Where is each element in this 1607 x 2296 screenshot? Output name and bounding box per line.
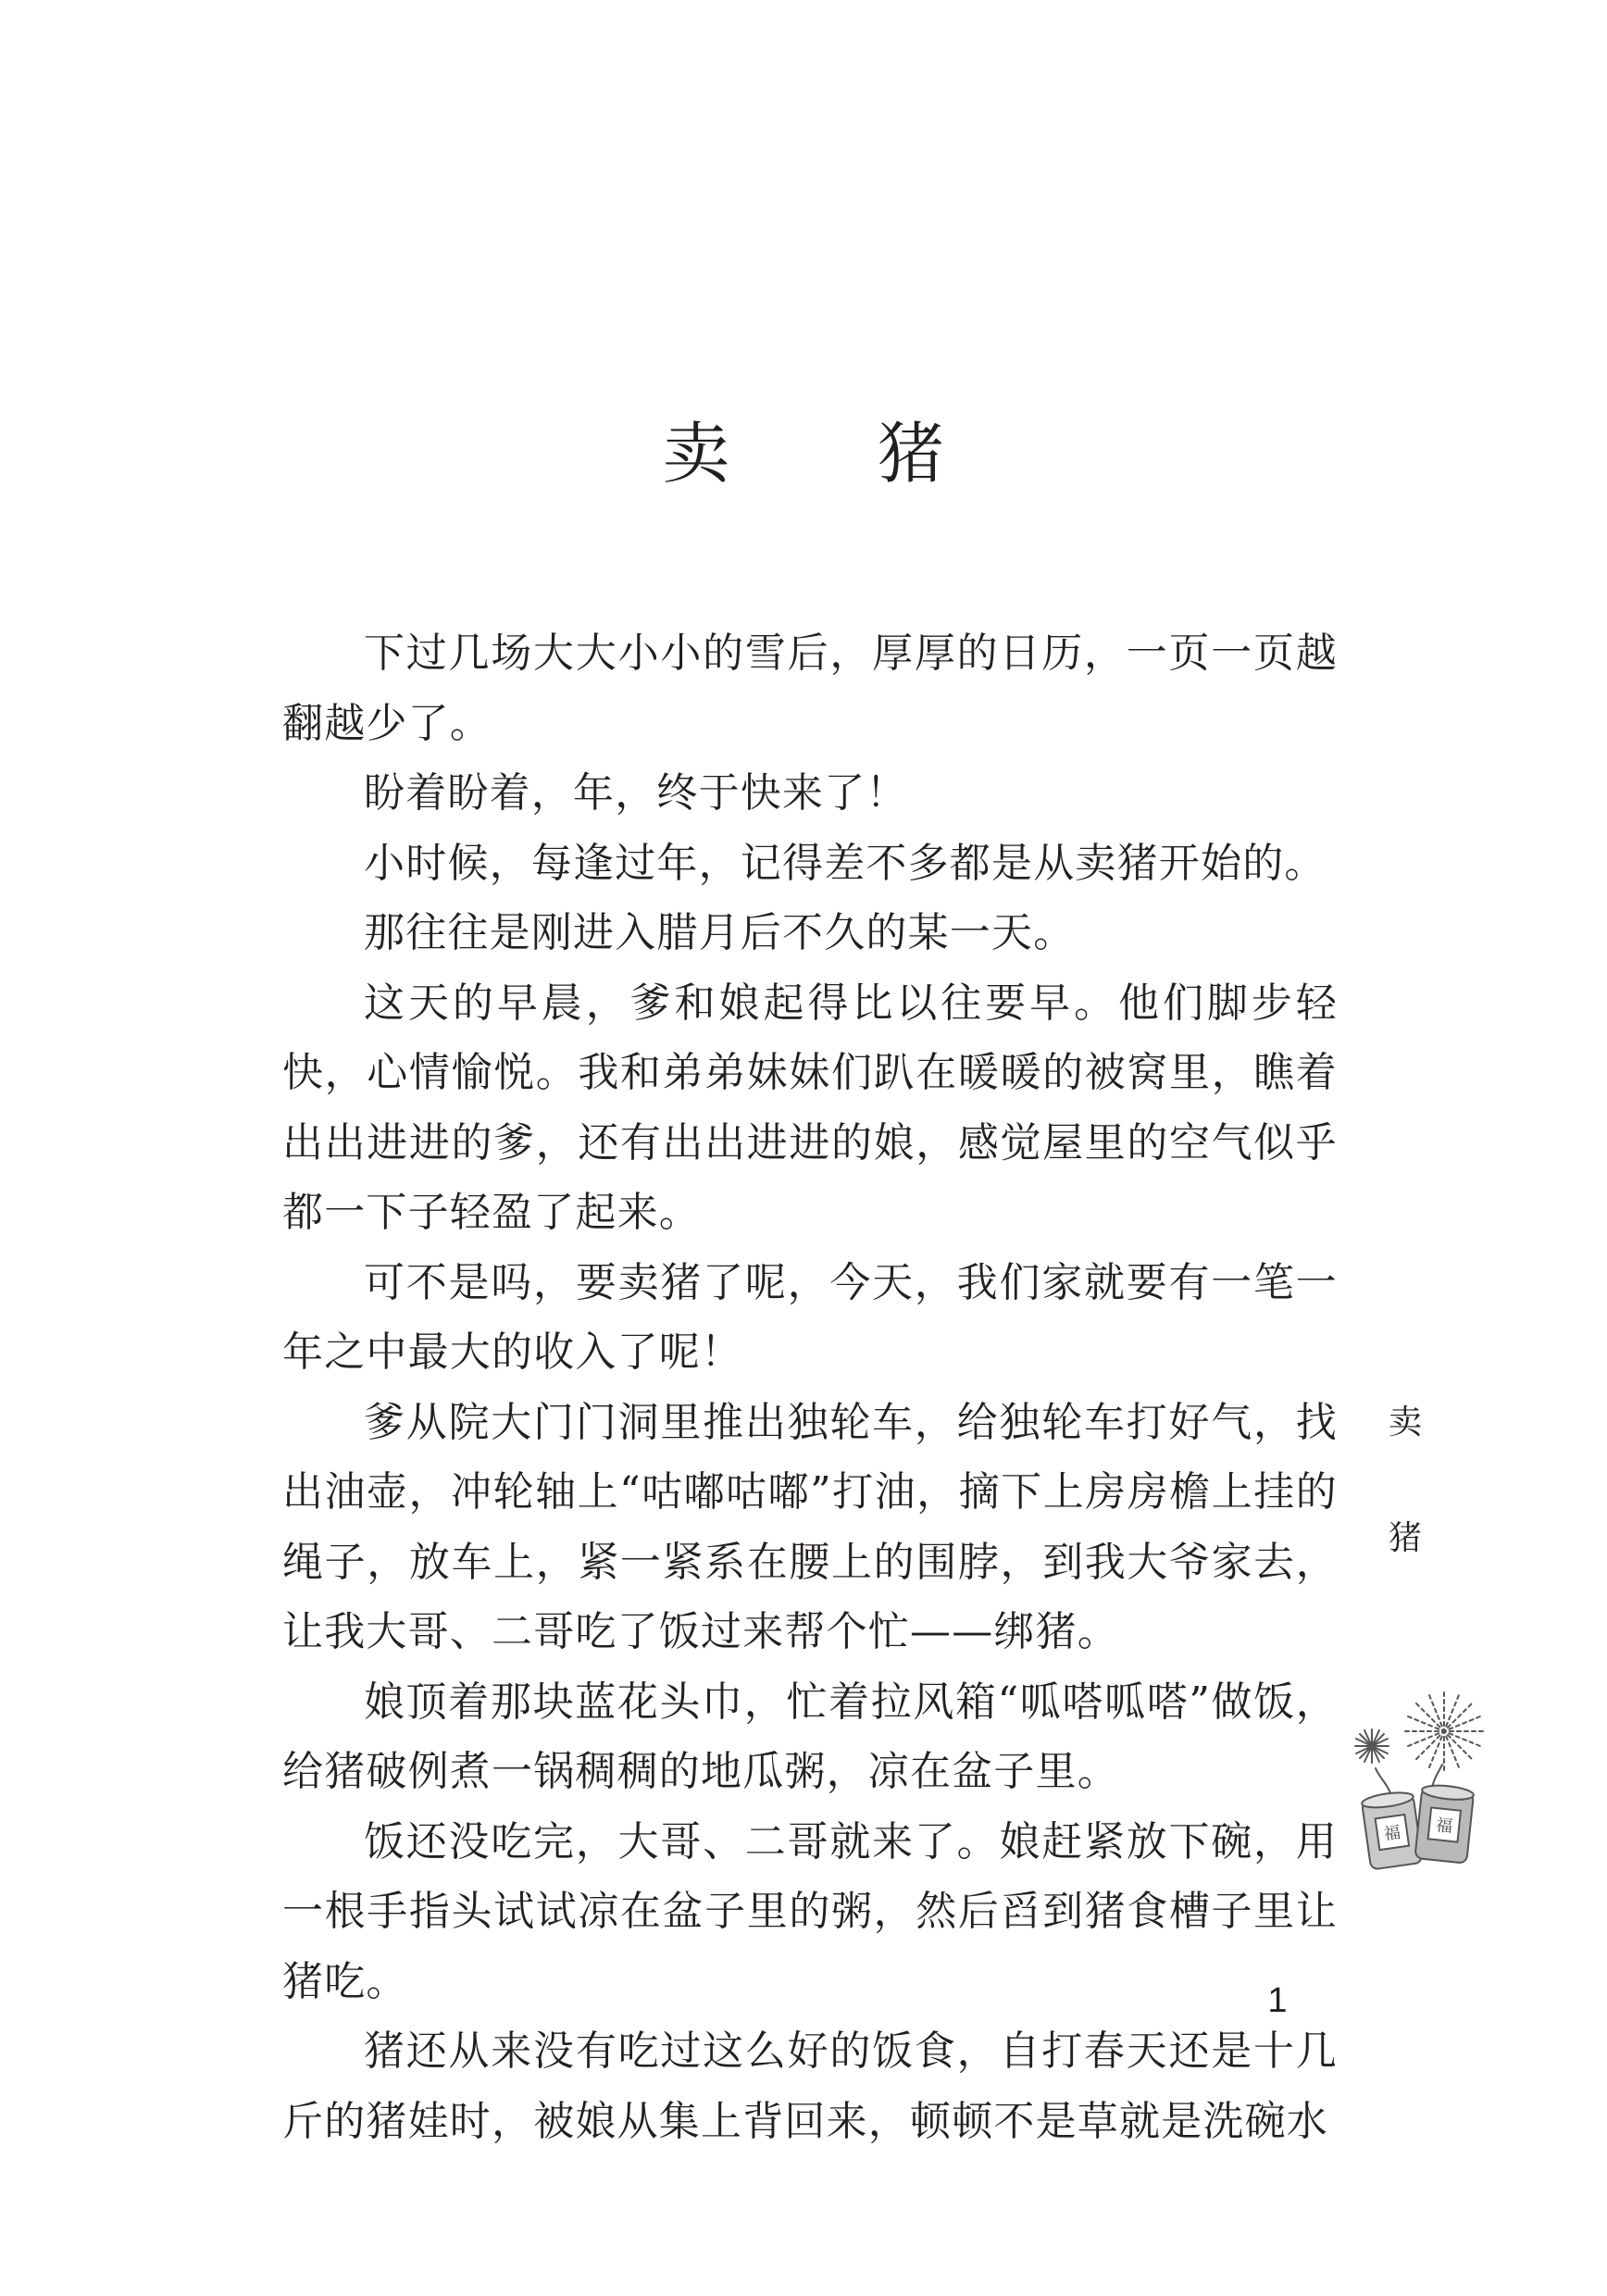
paragraph: 娘顶着那块蓝花头巾，忙着拉风箱“呱嗒呱嗒”做饭，给猪破例煮一锅稠稠的地瓜粥，凉在盆子里。 <box>282 1678 1338 1795</box>
body-text <box>282 618 1338 2156</box>
paragraph: 这天的早晨，爹和娘起得比以往要早。他们脚步轻快，心情愉悦。我和弟弟妹妹们趴在暖暖的被窝里，瞧着出出进进的爹，还有出出进进的娘，感觉屋里的空气似乎都一下子轻盈了起来。 <box>282 979 1338 1236</box>
paragraph: 可不是吗，要卖猪了呢，今天，我们家就要有一笔一年之中最大的收入了呢！ <box>282 1258 1338 1376</box>
paragraph: 小时候，每逢过年，记得差不多都是从卖猪开始的。 <box>364 839 1327 887</box>
paragraph: 盼着盼着，年，终于快来了！ <box>364 769 908 817</box>
paragraph: 那往往是刚进入腊月后不久的某一天。 <box>364 909 1076 956</box>
firecracker-fireworks-icon <box>1335 1676 1501 1870</box>
svg-text:福: 福 <box>1382 1822 1402 1845</box>
svg-text:福: 福 <box>1435 1816 1454 1837</box>
paragraph: 爹从院大门门洞里推出独轮车，给独轮车打好气，找出油壶，冲轮轴上“咕嘟咕嘟”打油，摘下上房房檐上挂的绳子，放车上，紧一紧系在腰上的围脖，到我大爷家去，让我大哥、二哥吃了饭过来帮个忙——绑猪。 <box>282 1398 1338 1655</box>
side-tab-char-1: 卖 <box>1388 1404 1422 1441</box>
chapter-title <box>0 407 1607 500</box>
paragraph: 猪还从来没有吃过这么好的饭食，自打春天还是十几斤的猪娃时，被娘从集上背回来，顿顿不是草就是洗碗水 <box>282 2028 1338 2145</box>
chapter-title-char-2: 猪 <box>878 415 945 493</box>
paragraph: 饭还没吃完，大哥、二哥就来了。娘赶紧放下碗，用一根手指头试试凉在盆子里的粥，然后舀到猪食槽子里让猪吃。 <box>282 1817 1338 2005</box>
paragraph: 下过几场大大小小的雪后，厚厚的日历，一页一页越翻越少了。 <box>282 630 1338 747</box>
chapter-title-char-1: 卖 <box>662 415 729 493</box>
page-number: 1 <box>1267 1981 1288 2020</box>
side-tab-char-2: 猪 <box>1388 1519 1422 1557</box>
side-chapter-tab <box>1368 1396 1442 1559</box>
